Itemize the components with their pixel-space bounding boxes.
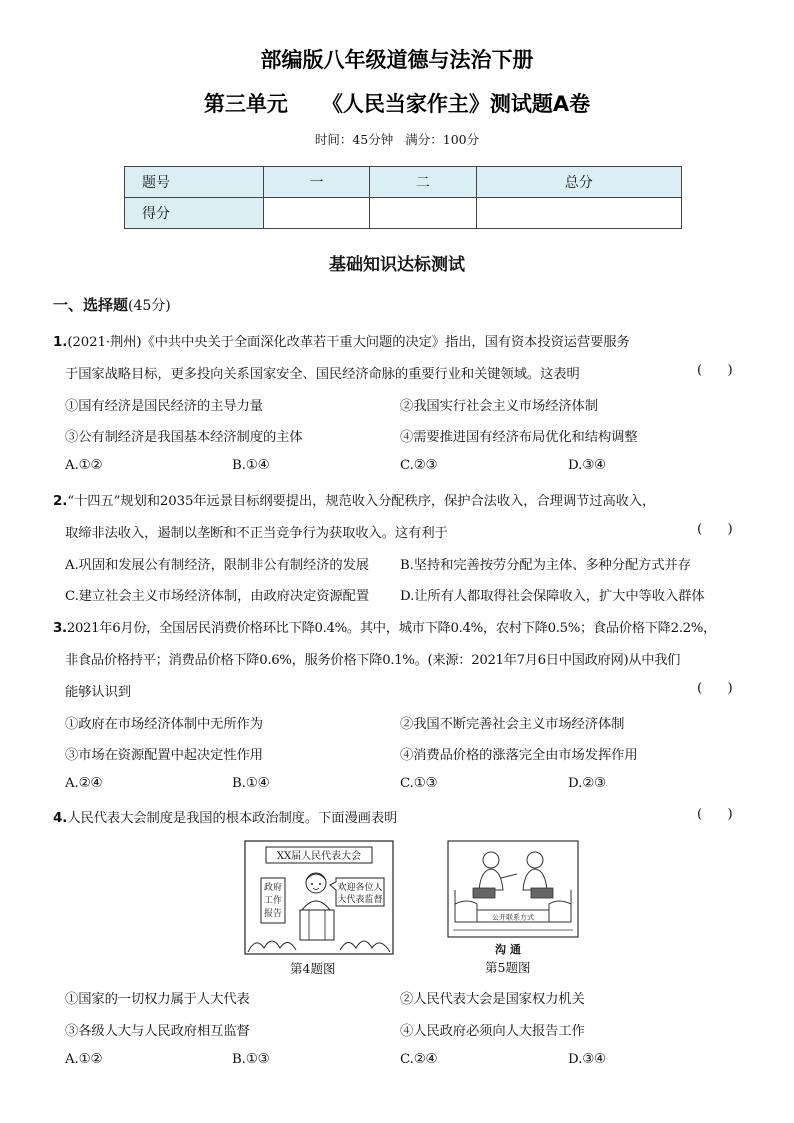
- score-table-header-row: [125, 167, 682, 198]
- cartoon-banner-text: XX届人民代表大会: [276, 851, 362, 862]
- statement-item: ③各级人大与人民政府相互监督: [65, 1024, 250, 1039]
- option-c[interactable]: C.②④: [400, 1052, 438, 1067]
- question-3-stem-cont: 非食品价格持平；消费品价格下降0.6%，服务价格下降0.1%。(来源：2021年7月6日中国政府网)从中我们: [65, 653, 681, 668]
- option-b[interactable]: B.①③: [232, 1052, 270, 1067]
- question-number: 2.: [53, 493, 68, 509]
- statement-item: ④人民政府必须向人大报告工作: [400, 1024, 585, 1039]
- statement-item: ②我国不断完善社会主义市场经济体制: [400, 717, 625, 732]
- question-text: “十四五”规划和2035年远景目标纲要提出，规范收入分配秩序，保护合法收入，合理调节过高收入，: [67, 494, 656, 509]
- option-a[interactable]: A.①②: [65, 1052, 103, 1067]
- score-table-cell: 总分: [476, 167, 681, 198]
- score-input-cell[interactable]: [476, 198, 681, 229]
- npc-cartoon-figure: [244, 840, 394, 955]
- question-number: 3.: [53, 620, 67, 636]
- option-a[interactable]: A.巩固和发展公有制经济，限制非公有制经济的发展: [65, 558, 369, 573]
- communication-cartoon-figure: [447, 840, 579, 940]
- question-3-stem: [53, 617, 716, 636]
- report-sign-line: 工作: [263, 896, 283, 906]
- statement-item: ①国家的一切权力属于人大代表: [65, 992, 250, 1007]
- answer-blank[interactable]: ( ): [697, 807, 733, 822]
- option-b[interactable]: B.坚持和完善按劳分配为主体、多种分配方式并存: [400, 558, 691, 573]
- figure-5-caption: 第5题图: [485, 960, 531, 975]
- question-4-stem: [53, 807, 397, 826]
- option-a[interactable]: A.①②: [65, 458, 103, 473]
- score-input-cell[interactable]: [370, 198, 476, 229]
- part-heading: [53, 294, 171, 315]
- question-number: 1.: [53, 334, 68, 350]
- speech-bubble-line: 大代表监督: [337, 895, 383, 905]
- answer-blank[interactable]: ( ): [697, 681, 733, 696]
- score-table-cell: 题号: [125, 167, 264, 198]
- question-number: 4.: [53, 810, 68, 826]
- score-table-cell: 二: [370, 167, 476, 198]
- question-1-stem: [53, 331, 630, 350]
- unit-label: 第三单元: [203, 92, 288, 116]
- report-sign-line: 政府: [263, 883, 283, 893]
- score-table: [124, 166, 682, 229]
- question-text: 2021年6月份，全国居民消费价格环比下降0.4%。其中，城市下降0.4%，农村下降0.5%；食品价格下降2.2%，: [66, 621, 716, 636]
- statement-item: ③市场在资源配置中起决定性作用: [65, 748, 263, 763]
- statement-item: ④需要推进国有经济布局优化和结构调整: [400, 430, 638, 445]
- option-b[interactable]: B.①④: [232, 776, 270, 791]
- question-text: (2021·荆州)《中共中央关于全面深化改革若干重大问题的决定》指出，国有资本投资运营要服务: [67, 335, 630, 350]
- npc-cartoon-illustration: [244, 840, 394, 955]
- question-2-stem: [53, 490, 655, 509]
- part-points: (45分): [128, 298, 171, 314]
- exam-subtitle: [0, 88, 794, 118]
- cartoon-title: 沟 通: [495, 943, 521, 956]
- answer-blank[interactable]: ( ): [697, 363, 733, 378]
- statement-item: ①国有经济是国民经济的主导力量: [65, 399, 263, 414]
- speech-bubble-line: 欢迎各位人: [337, 883, 383, 893]
- exam-meta: [0, 130, 794, 148]
- question-3-stem-cont: 能够认识到: [65, 685, 131, 700]
- score-table-cell: 一: [264, 167, 370, 198]
- option-d[interactable]: D.③④: [568, 1052, 606, 1067]
- option-d[interactable]: D.让所有人都取得社会保障收入，扩大中等收入群体: [400, 589, 705, 604]
- score-table-score-row: [125, 198, 682, 229]
- exam-title: 部编版八年级道德与法治下册: [260, 48, 534, 72]
- contact-plaque-text: 公开联系方式: [492, 913, 534, 922]
- statement-item: ④消费品价格的涨落完全由市场发挥作用: [400, 748, 638, 763]
- statement-item: ③公有制经济是我国基本经济制度的主体: [65, 430, 303, 445]
- question-2-stem-cont: 取缔非法收入，遏制以垄断和不正当竞争行为获取收入。这有利于: [65, 526, 448, 541]
- statement-item: ②人民代表大会是国家权力机关: [400, 992, 585, 1007]
- figure-4-caption: 第4题图: [290, 961, 336, 976]
- question-text: 人民代表大会制度是我国的根本政治制度。下面漫画表明: [67, 811, 398, 826]
- option-d[interactable]: D.③④: [568, 458, 606, 473]
- option-c[interactable]: C.①③: [400, 776, 438, 791]
- report-sign-line: 报告: [263, 909, 283, 919]
- statement-item: ②我国实行社会主义市场经济体制: [400, 399, 598, 414]
- option-c[interactable]: C.②③: [400, 458, 438, 473]
- option-b[interactable]: B.①④: [232, 458, 270, 473]
- answer-blank[interactable]: ( ): [697, 522, 733, 537]
- section-title: 基础知识达标测试: [329, 255, 465, 275]
- question-1-stem-cont: 于国家战略目标，更多投向关系国家安全、国民经济命脉的重要行业和关键领域。这表明: [65, 367, 580, 382]
- time-limit: 时间：45分钟: [314, 132, 394, 147]
- part-label: 一、选择题: [53, 296, 129, 314]
- option-d[interactable]: D.②③: [568, 776, 606, 791]
- statement-item: ①政府在市场经济体制中无所作为: [65, 717, 263, 732]
- score-input-cell[interactable]: [264, 198, 370, 229]
- option-c[interactable]: C.建立社会主义市场经济体制，由政府决定资源配置: [65, 589, 370, 604]
- full-score: 满分：100分: [405, 132, 480, 147]
- communication-cartoon-illustration: [447, 840, 579, 940]
- unit-title: 《人民当家作主》测试题A卷: [321, 92, 591, 116]
- score-table-cell: 得分: [125, 198, 264, 229]
- option-a[interactable]: A.②④: [65, 776, 103, 791]
